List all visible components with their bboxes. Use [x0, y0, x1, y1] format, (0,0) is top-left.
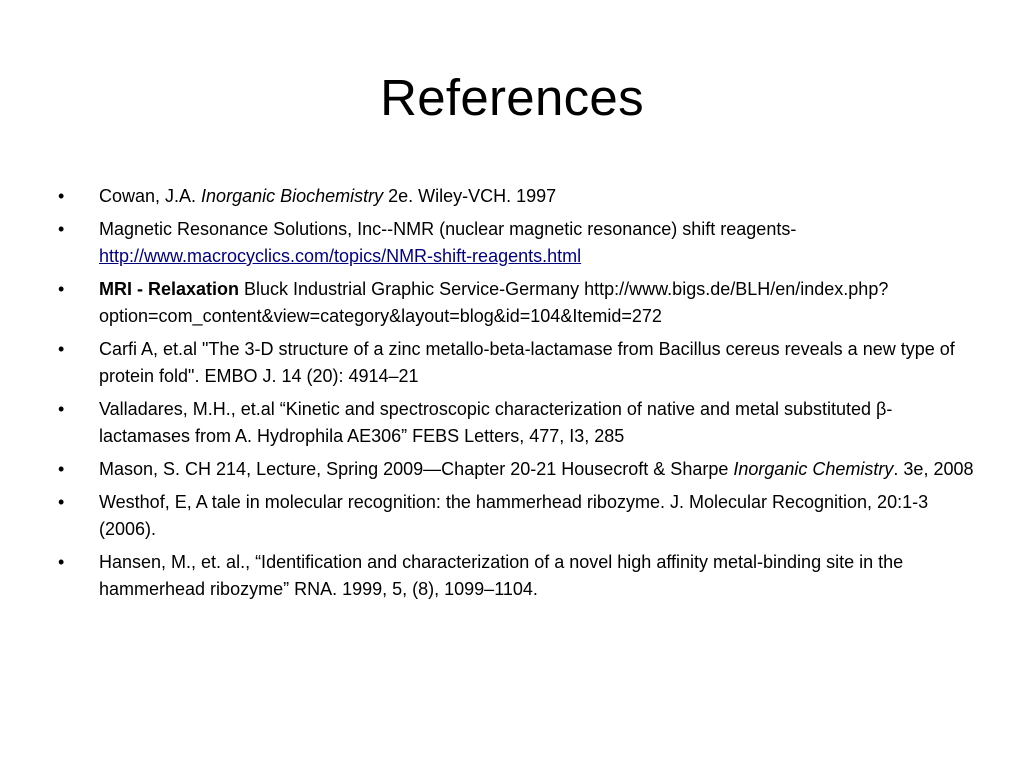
- bullet-icon: •: [58, 552, 65, 572]
- slide-title: References: [380, 69, 644, 126]
- reference-text: Bluck Industrial Graphic Service-Germany http://www.bigs.de/BLH/en/index.php?option=com_content&view=category&layout=blog&id=104&Itemid=272: [99, 279, 889, 326]
- reference-text: Valladares, M.H., et.al “Kinetic and spectroscopic characterization of native and metal substituted β-lactamases from A. Hydrophila AE306” FEBS Letters, 477, I3, 285: [99, 399, 893, 446]
- reference-link[interactable]: http://www.macrocyclics.com/topics/NMR-shift-reagents.html: [99, 246, 582, 266]
- reference-item: [48, 456, 978, 483]
- reference-item: [48, 183, 978, 210]
- bullet-icon: •: [58, 399, 65, 419]
- reference-list: [48, 183, 978, 609]
- reference-bold-text: MRI - Relaxation: [99, 279, 240, 299]
- reference-text: Westhof, E, A tale in molecular recognition: the hammerhead ribozyme. J. Molecular Recognition, 20:1-3 (2006).: [99, 492, 929, 539]
- reference-item: [48, 489, 978, 543]
- reference-text: Magnetic Resonance Solutions, Inc--NMR (nuclear magnetic resonance) shift reagents-: [99, 219, 797, 239]
- bullet-icon: •: [58, 339, 65, 359]
- reference-italic-text: Inorganic Chemistry: [733, 459, 894, 479]
- bullet-icon: •: [58, 459, 65, 479]
- reference-item: [48, 336, 978, 390]
- reference-text: 2e. Wiley-VCH. 1997: [383, 186, 557, 206]
- reference-item: [48, 396, 978, 450]
- reference-item: [48, 216, 978, 270]
- reference-text: Carfi A, et.al "The 3-D structure of a zinc metallo-beta-lactamase from Bacillus cereus reveals a new type of protein fold". EMBO J. 14 (20): 4914–21: [99, 339, 955, 386]
- bullet-icon: •: [58, 492, 65, 512]
- reference-item: [48, 276, 978, 330]
- bullet-icon: •: [58, 219, 65, 239]
- reference-text: . 3e, 2008: [893, 459, 974, 479]
- bullet-icon: •: [58, 279, 65, 299]
- reference-item: [48, 549, 978, 603]
- reference-text: Hansen, M., et. al., “Identification and characterization of a novel high affinity metal-binding site in the hammerhead ribozyme” RNA. 1999, 5, (8), 1099–1104.: [99, 552, 904, 599]
- reference-italic-text: Inorganic Biochemistry: [201, 186, 384, 206]
- reference-text: Cowan, J.A.: [99, 186, 202, 206]
- reference-text: Mason, S. CH 214, Lecture, Spring 2009—Chapter 20-21 Housecroft & Sharpe: [99, 459, 734, 479]
- bullet-icon: •: [58, 186, 65, 206]
